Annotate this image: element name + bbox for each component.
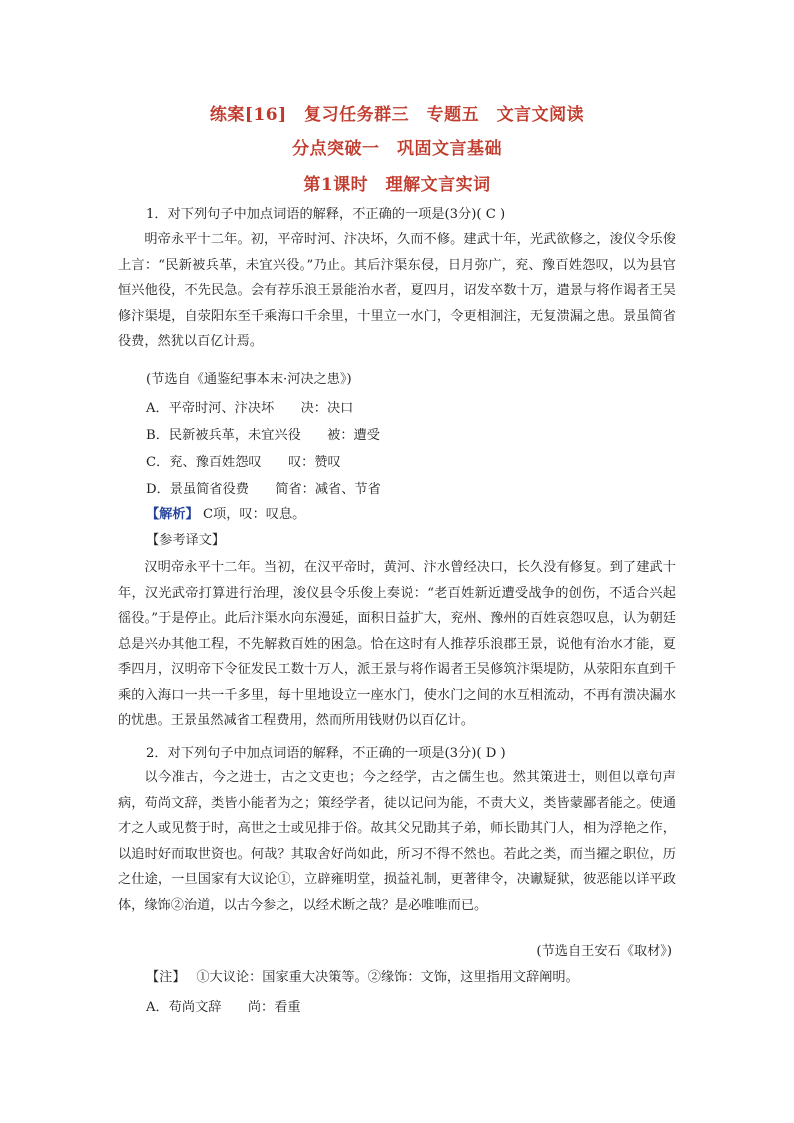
- analysis-text: C项，叹：叹息。: [202, 507, 306, 522]
- q2-stem: 2．对下列句子中加点词语的解释，不正确的一项是(3分)( D ): [146, 746, 506, 761]
- document-title: 练案[16] 复习任务群三 专题五 文言文阅读: [209, 105, 585, 125]
- q1-option-b: B．民新被兵革，未宜兴役 被：遭受: [146, 428, 380, 443]
- q2-passage: 以今准古，今之进士，古之文吏也；今之经学，古之儒生也。然其策进士，则但以章句声病，苟尚文辞，类皆小能者为之；策经学者，徒以记问为能，不责大义，类皆蒙鄙者能之。使通才之人或见赘于时，高世之士或见排于俗。故其父兄勖其子弟，师长勖其门人，相为浮艳之作，以追时好而取世资也。何哉？其取舍好尚如此，所习不得不然也。若此之类，而当擢之职位，历之仕途，一旦国家有大议论①，立辟雍明堂，损益礼制，更著律令，决谳疑狱，彼恶能以详平政体，缘饰②治道，以古今参之，以经术断之哉？是必唯唯而已。: [118, 770, 676, 913]
- q2-source: (节选自王安石《取材》): [536, 944, 672, 959]
- q1-stem: 1．对下列句子中加点词语的解释，不正确的一项是(3分)( C ): [146, 207, 506, 222]
- translation-label: 【参考译文】: [146, 533, 226, 548]
- q1-option-c: C．兖、豫百姓怨叹 叹：赞叹: [146, 455, 341, 470]
- note-text: ①大议论：国家重大决策等。②缘饰：文饰，这里指用文辞阐明。: [196, 970, 579, 985]
- q1-option-a: A．平帝时河、汴决坏 决：决口: [146, 401, 354, 416]
- analysis-label: 【解析】: [146, 507, 199, 522]
- q1-option-d: D．景虽简省役费 简省：减省、节省: [146, 482, 381, 497]
- q1-analysis: [146, 505, 305, 525]
- q2-option-a: A．苟尚文辞 尚：看重: [146, 1000, 301, 1015]
- lesson-title: 第1课时 理解文言实词: [303, 175, 491, 195]
- section-title: 分点突破一 巩固文言基础: [292, 139, 502, 159]
- note-label: 【注】: [146, 970, 179, 985]
- q1-translation: 汉明帝永平十二年。当初，在汉平帝时，黄河、汴水曾经决口，长久没有修复。到了建武十年，汉光武帝打算进行治理，浚仪县令乐俊上奏说：“老百姓新近遭受战争的创伤，不适合兴起徭役。”于是停止。此后汴渠水向东漫延，面积日益扩大，兖州、豫州的百姓哀怨叹息，认为朝廷总是兴办其他工程，不先解救百姓的困急。恰在这时有人推荐乐浪郡王景，说他有治水才能，夏季四月，汉明帝下令征发民工数十万人，派王景与将作谒者王吴修筑汴渠堤防，从荥阳东直到千乘的入海口一共一千多里，每十里地设立一座水门，使水门之间的水互相流动，不再有溃决漏水的忧患。王景虽然减省工程费用，然而所用钱财仍以百亿计。: [118, 560, 676, 728]
- q2-note: [146, 968, 579, 988]
- q1-source: (节选自《通鉴纪事本末·河决之患》): [146, 372, 352, 387]
- q1-passage: 明帝永平十二年。初，平帝时河、汴决坏，久而不修。建武十年，光武欲修之，浚仪令乐俊上言：“民新被兵革，未宜兴役。”乃止。其后汴渠东侵，日月弥广，兖、豫百姓怨叹，以为县官恒兴他役，不先民急。会有荐乐浪王景能治水者，夏四月，诏发卒数十万，遣景与将作谒者王吴修汴渠堤，自荥阳东至千乘海口千余里，十里立一水门，令更相洄注，无复溃漏之患。景虽简省役费，然犹以百亿计焉。: [118, 232, 676, 349]
